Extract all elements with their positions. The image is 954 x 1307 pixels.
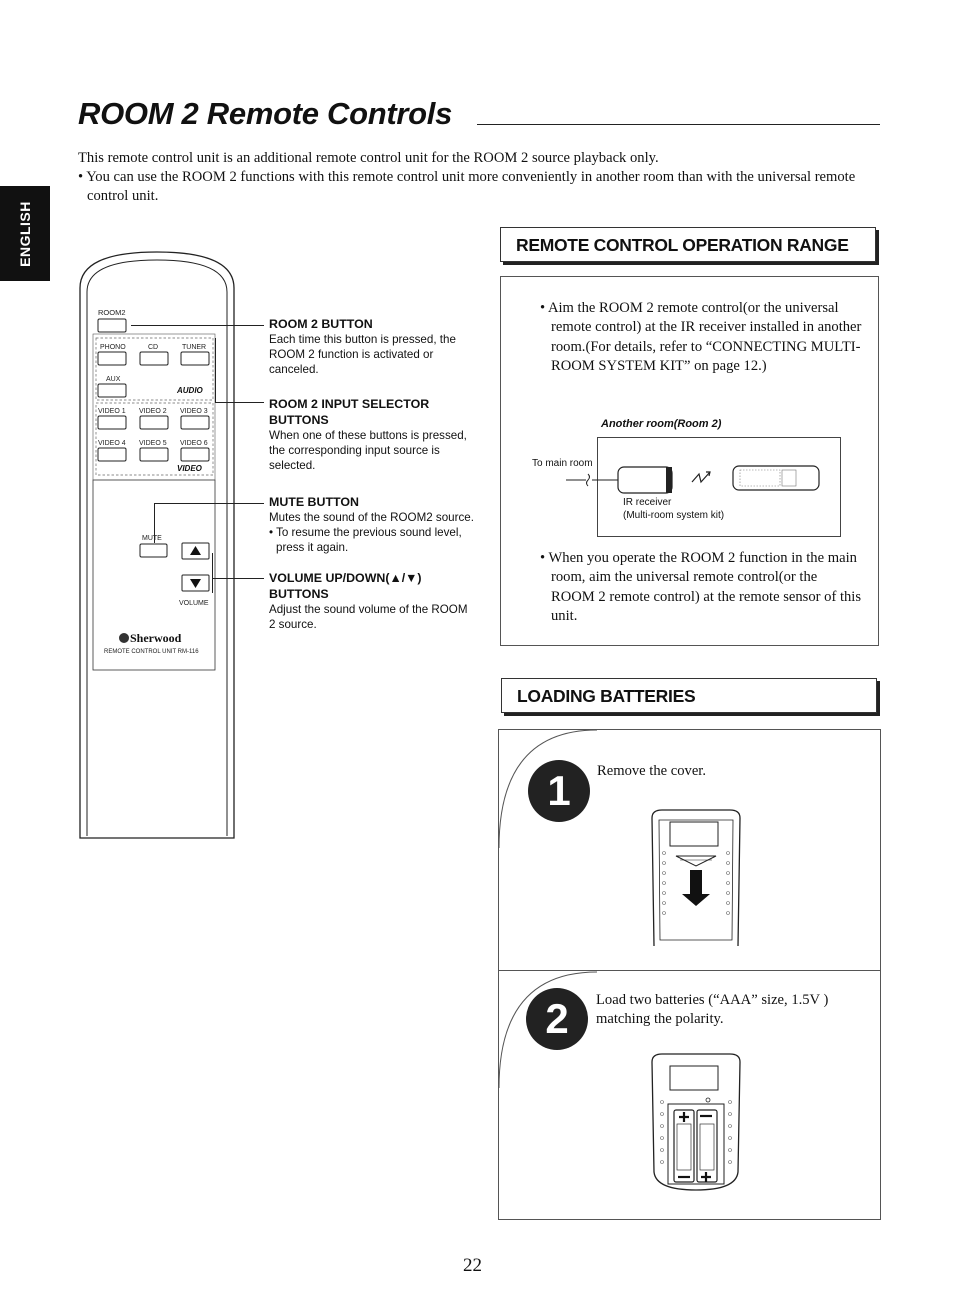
language-tab — [0, 186, 50, 281]
ir-receiver-labels — [623, 497, 724, 522]
remote-btn-label: VIDEO 1 — [98, 408, 126, 415]
callout-volume — [269, 570, 469, 632]
remote-video6-button — [181, 448, 209, 461]
remote-btn-label: VIDEO 4 — [98, 440, 126, 447]
remote-btn-label: VIDEO 6 — [180, 440, 208, 447]
input-selector-leader-v — [215, 338, 216, 402]
callout-heading: MUTE BUTTON — [269, 495, 359, 509]
remote-btn-label: AUX — [106, 376, 121, 383]
remote-audio-group-label: AUDIO — [177, 386, 203, 395]
range-bullet-1-text: • Aim the ROOM 2 remote control(or the universal remote control) at the IR receiver installed in another room.(For details, refer to “CONNECTING MULTI-ROOM SYSTEM KIT” on page 12.) — [540, 300, 862, 374]
remote-video3-button — [181, 416, 209, 429]
callout-room2-button — [269, 316, 484, 377]
callout-heading: ROOM 2 BUTTON — [269, 317, 373, 331]
step-2-illustration — [650, 1052, 742, 1194]
step-2-text: Load two batteries (“AAA” size, 1.5V ) matching the polarity. — [596, 992, 829, 1027]
step-2-number: 2 — [526, 988, 588, 1050]
ir-receiver-label: IR receiver — [623, 497, 672, 508]
range-bullet-2 — [540, 549, 862, 626]
remote-btn-label: TUNER — [182, 344, 207, 351]
remote-tuner-button — [181, 352, 209, 365]
page-title: ROOM 2 Remote Controls — [78, 96, 453, 131]
callout-body: Adjust the sound volume of the ROOM 2 source. — [269, 603, 468, 631]
remote-model: REMOTE CONTROL UNIT RM-116 — [104, 649, 199, 655]
remote-video1-button — [98, 416, 126, 429]
title-rule — [477, 124, 880, 125]
callout-heading: VOLUME UP/DOWN(▲/▼) BUTTONS — [269, 571, 422, 601]
callout-body: Each time this button is pressed, the ROOM 2 function is activated or canceled. — [269, 333, 456, 376]
ir-receiver-icon — [618, 467, 672, 493]
remote-btn-label: VIDEO 5 — [139, 440, 167, 447]
callout-heading: ROOM 2 INPUT SELECTOR BUTTONS — [269, 397, 430, 427]
callout-mute — [269, 494, 487, 555]
step-1-text: Remove the cover. — [597, 763, 707, 779]
remote-btn-label: CD — [148, 344, 159, 351]
callout-input-selector — [269, 396, 484, 473]
remote-room2-label: ROOM2 — [98, 308, 126, 317]
ir-receiver-note: (Multi-room system kit) — [623, 509, 725, 521]
range-figure-title: Another room(Room 2) — [601, 418, 722, 430]
range-section-heading-box — [500, 227, 876, 262]
remote-aux-button — [98, 384, 126, 397]
ir-signal-icon — [692, 472, 710, 482]
callout-bullet: • To resume the previous sound level, press it again. — [269, 526, 462, 554]
remote-phono-button — [98, 352, 126, 365]
remote-btn-label: VIDEO 3 — [180, 408, 208, 415]
batteries-section-heading-box — [501, 678, 877, 713]
callout-body: Mutes the sound of the ROOM2 source. — [269, 511, 474, 524]
batteries-section-heading: LOADING BATTERIES — [517, 686, 696, 706]
remote-video-group-label: VIDEO — [177, 464, 202, 473]
intro-line: This remote control unit is an additional remote control unit for the ROOM 2 source playback only. — [78, 150, 659, 166]
remote-btn-label: VIDEO 2 — [139, 408, 167, 415]
remote-btn-label: PHONO — [100, 344, 126, 351]
to-main-room-label: To main room — [532, 458, 593, 469]
sherwood-logo-icon — [119, 633, 129, 643]
step-1-illustration — [650, 808, 742, 948]
cable-break-icon — [587, 474, 590, 486]
remote-small-icon — [733, 466, 819, 490]
callout-body: When one of these buttons is pressed, the corresponding input source is selected. — [269, 429, 467, 472]
intro-bullet: • You can use the ROOM 2 functions with this remote control unit more conveniently in another room than with the universal remote control unit. — [78, 169, 856, 204]
volume-leader — [212, 578, 264, 579]
remote-mute-label: MUTE — [142, 535, 162, 542]
language-tab-label: ENGLISH — [17, 200, 33, 267]
remote-video4-button — [98, 448, 126, 461]
remote-video5-button — [140, 448, 168, 461]
remote-cd-button — [140, 352, 168, 365]
page-number: 22 — [463, 1255, 482, 1276]
ir-figure — [562, 462, 832, 497]
remote-mute-button — [140, 544, 167, 557]
remote-video2-button — [140, 416, 168, 429]
ir-receiver-window — [666, 467, 672, 493]
intro-text — [78, 149, 888, 206]
step-1-number: 1 — [528, 760, 590, 822]
remote-illustration — [76, 248, 238, 848]
room2-leader — [131, 325, 264, 326]
volume-leader-v — [212, 553, 213, 593]
range-section-heading: REMOTE CONTROL OPERATION RANGE — [516, 235, 849, 255]
range-bullet-1 — [540, 299, 862, 376]
range-bullet-2-text: • When you operate the ROOM 2 function in the main room, aim the universal remote control(or the ROOM 2 remote control) at the remote sensor of this unit. — [540, 550, 862, 624]
remote-volume-label: VOLUME — [179, 600, 209, 607]
remote-brand: Sherwood — [130, 631, 182, 645]
remote-room2-button — [98, 319, 126, 332]
step-divider — [498, 970, 881, 971]
input-selector-leader — [215, 402, 264, 403]
mute-leader-v — [154, 503, 155, 543]
mute-leader — [154, 503, 264, 504]
